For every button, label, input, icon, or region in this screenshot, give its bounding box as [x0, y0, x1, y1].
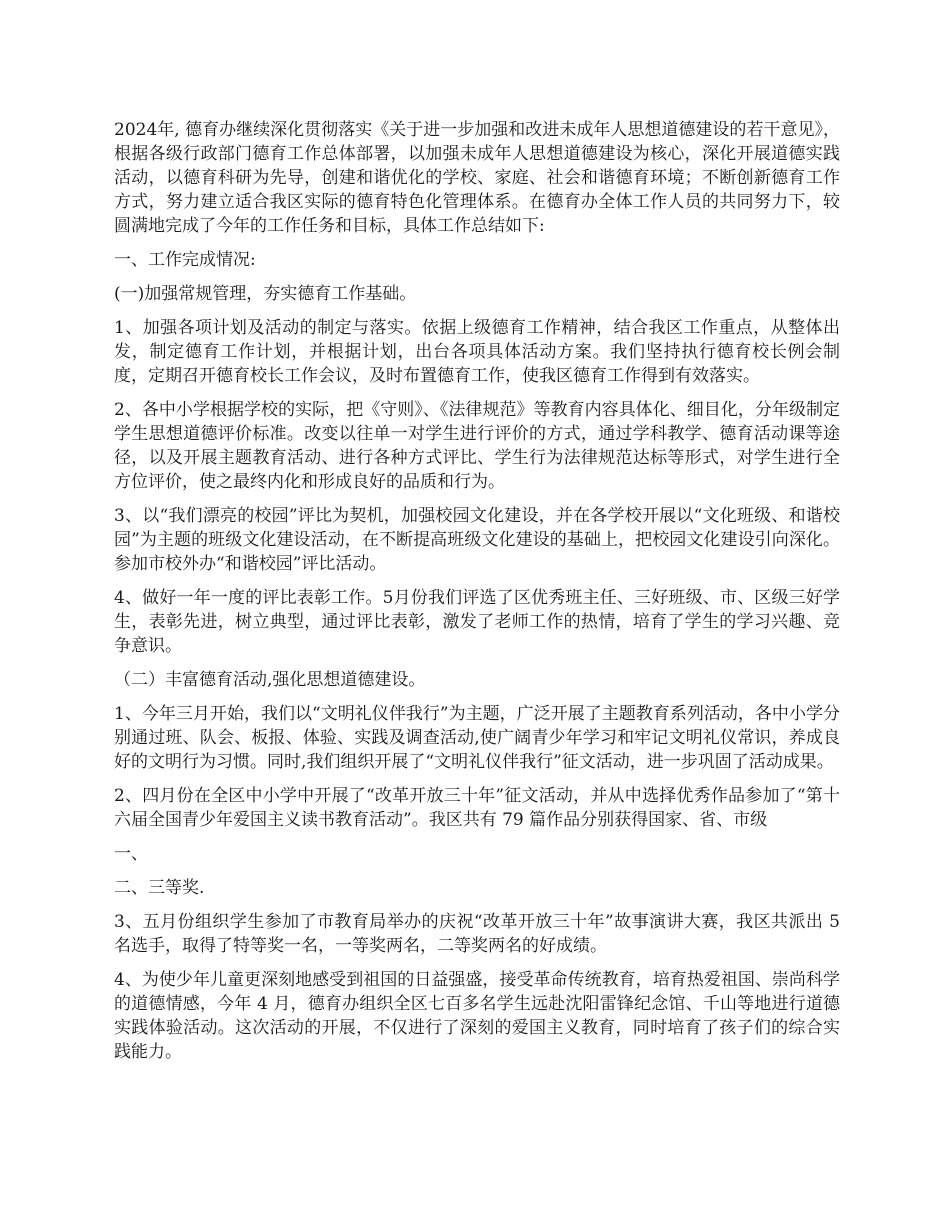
paragraph-item-4: 4、做好一年一度的评比表彰工作。5月份我们评选了区优秀班主任、三好班级、市、区级三好学生，表彰先进，树立典型，通过评比表彰，激发了老师工作的热情，培育了学生的学习兴趣、竞争意识。 [114, 588, 840, 656]
subsection-heading-moral-activities: （二）丰富德育活动,强化思想道德建设。 [114, 670, 426, 690]
paragraph-activity-1: 1、今年三月开始，我们以“文明礼仪伴我行”为主题，广泛开展了主题教育系列活动，各中小学分别通过班、队会、板报、体验、实践及调查活动,使广阔青少年学习和牢记文明礼仪常识，养成良好的文明行为习惯。同时,我们组织开展了“文明礼仪伴我行”征文活动，进一步巩固了活动成果。 [114, 704, 840, 772]
paragraph-item-2: 2、各中小学根据学校的实际，把《守则》、《法律规范》等教育内容具体化、细目化，分年级制定学生思想道德评价标准。改变以往单一对学生进行评价的方式，通过学科教学、德育活动课等途径，以及开展主题教育活动、进行各种方式评比、学生行为法律规范达标等形式，对学生进行全方位评价，使之最终内化和形成良好的品质和行为。 [114, 400, 840, 492]
subsection-heading-routine-management: (一)加强常规管理，夯实德育工作基础。 [114, 284, 417, 304]
paragraph-activity-3: 3、五月份组织学生参加了市教育局举办的庆祝“改革开放三十年”故事演讲大赛，我区共派出 5 名选手，取得了特等奖一名，一等奖两名，二等奖两名的好成绩。 [114, 912, 846, 956]
paragraph-item-3: 3、以“我们漂亮的校园”评比为契机，加强校园文化建设，并在各学校开展以“文化班级、和谐校园”为主题的班级文化建设活动，在不断提高班级文化建设的基础上，把校园文化建设引向深化。参加市校外办“和谐校园”评比活动。 [114, 506, 840, 574]
paragraph-activity-4: 4、为使少年儿童更深刻地感受到祖国的日益强盛，接受革命传统教育，培育热爱祖国、崇尚科学的道德情感，今年 4 月，德育办组织全区七百多名学生远赴沈阳雷锋纪念馆、千山等地进行道德实践体验活动。这次活动的开展，不仅进行了深刻的爱国主义教育，同时培育了孩子们的综合实践能力。 [114, 970, 840, 1062]
intro-paragraph: 2024年, 德育办继续深化贯彻落实《关于进一步加强和改进未成年人思想道德建设的若干意见》，根据各级行政部门德育工作总体部署，以加强未成年人思想道德建设为核心，深化开展道德实践活动，以德育科研为先导，创建和谐优化的学校、家庭、社会和谐德育环境；不断创新德育工作方式，努力建立适合我区实际的德育特色化管理体系。在德育办全体工作人员的共同努力下，较圆满地完成了今年的工作任务和目标，具体工作总结如下: [114, 120, 840, 236]
section-heading-work-completion: 一、工作完成情况: [114, 250, 256, 270]
paragraph-fragment-1: 一、 [114, 844, 148, 864]
paragraph-activity-2: 2、四月份在全区中小学中开展了“改革开放三十年”征文活动，并从中选择优秀作品参加了“第十六届全国青少年爱国主义读书教育活动”。我区共有 79 篇作品分别获得国家、省、市级 [114, 786, 840, 830]
paragraph-item-1: 1、加强各项计划及活动的制定与落实。依据上级德育工作精神，结合我区工作重点，从整体出发，制定德育工作计划，并根据计划，出台各项具体活动方案。我们坚持执行德育校长例会制度，定期召开德育校长工作会议，及时布置德育工作，使我区德育工作得到有效落实。 [114, 318, 840, 386]
document-body [114, 118, 846, 1074]
paragraph-fragment-2: 二、三等奖. [114, 878, 205, 898]
